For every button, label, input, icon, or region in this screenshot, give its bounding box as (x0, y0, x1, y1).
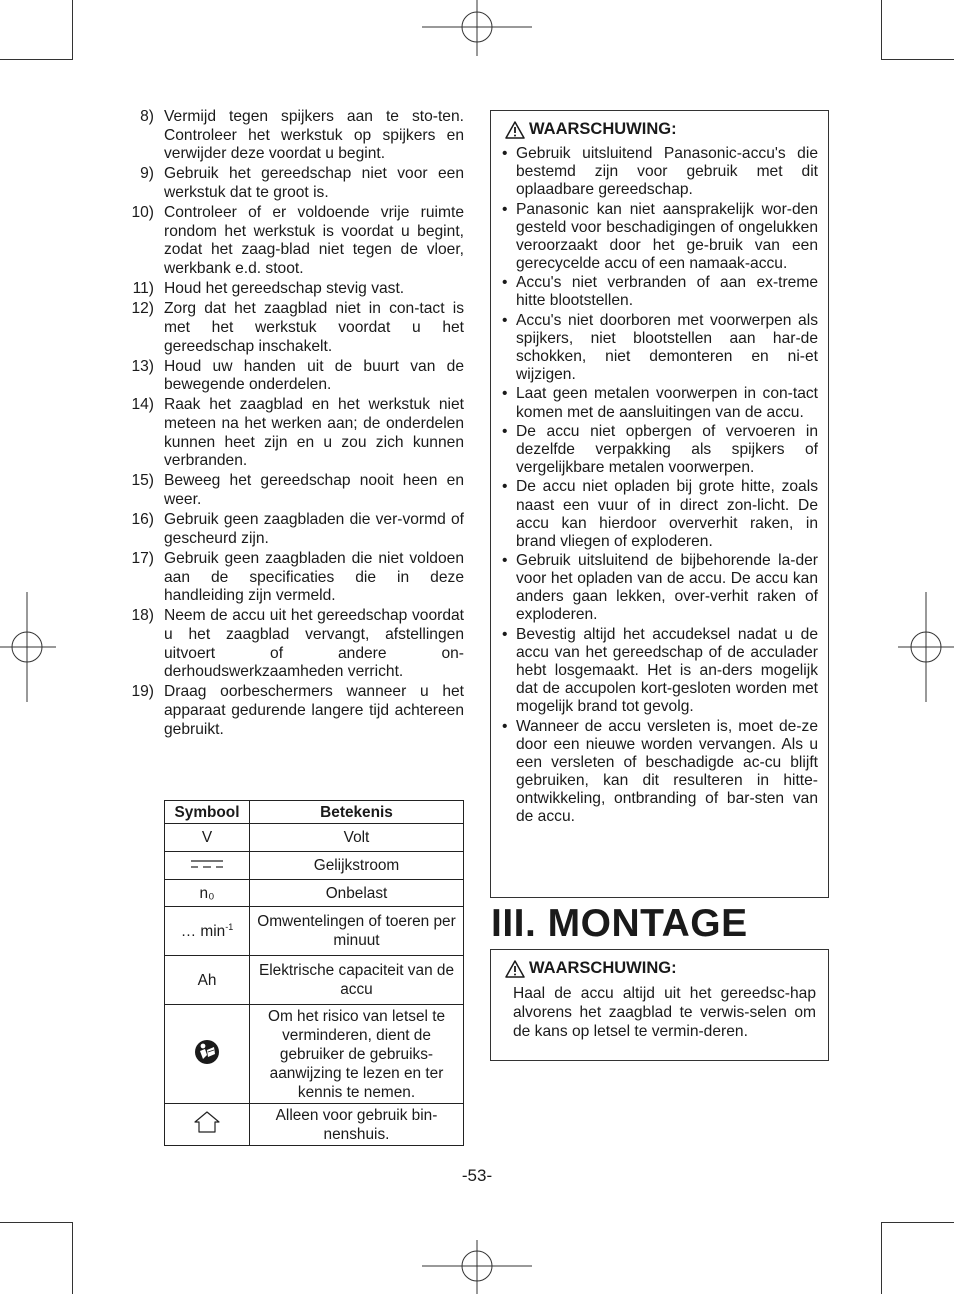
symbol-table (164, 800, 464, 1146)
meaning-cell: Om het risico van letsel te verminderen, dient de gebruiker de gebruiks-aanwijzing te lezen en ter kennis te nemen. (250, 1005, 464, 1104)
meaning-cell: Omwentelingen of toeren per minuut (250, 907, 464, 956)
registration-mark-right (898, 592, 954, 702)
symbol-cell (165, 852, 250, 880)
list-item: • Gebruik uitsluitend de bijbehorende la-der voor het opladen van de accu. De accu kan anders gaan lekken, over-verhit raken of exploderen. (502, 552, 818, 624)
list-item: • Wanneer de accu versleten is, moet de-ze door een nieuwe worden vervangen. Als u een versleten of beschadigde ac-cu blijft gebruiken, kan dit resulteren in hitte-ontwikkeling, ontbranding of bar-sten van de accu. (502, 717, 818, 826)
crop-mark (881, 0, 882, 60)
page-number: -53- (461, 1166, 493, 1185)
crop-mark (881, 1222, 954, 1223)
crop-mark (72, 0, 73, 60)
column-header-meaning: Betekenis (250, 801, 464, 824)
list-item: • De accu niet opladen bij grote hitte, zoals naast een vuur of in direct zon-licht. De accu kan hierdoor oververhit raken, in brand vliegen of exploderen. (502, 478, 818, 550)
list-item: 14) Raak het zaagblad en het werkstuk niet meteen na het werken aan; de onderdelen kunnen heet zijn en u zou zich kunnen verbranden. (131, 396, 464, 470)
table-row (165, 880, 464, 907)
warning-triangle-icon (505, 121, 525, 139)
table-header-row (165, 801, 464, 824)
registration-mark-bottom (422, 1240, 532, 1294)
warning-box-battery (490, 110, 829, 898)
table-row (165, 824, 464, 852)
warning-triangle-icon (505, 960, 525, 978)
indoor-use-house-icon (193, 1110, 221, 1134)
symbol-cell: V (165, 824, 250, 852)
list-item: • Laat geen metalen voorwerpen in con-tact komen met de aansluitingen van de accu. (502, 385, 818, 421)
list-item: • Bevestig altijd het accudeksel nadat u de accu van het gereedschap of de acculader hebt losgemaakt. Het is an-ders mogelijk dat de accupolen kort-gesloten worden met mogelijk brand tot gevolg. (502, 625, 818, 716)
list-item: 17) Gebruik geen zaagbladen die niet voldoen aan de specificaties die in deze handleiding zijn vermeld. (131, 550, 464, 605)
crop-mark (72, 1222, 73, 1294)
list-item: 15) Beweeg het gereedschap nooit heen en weer. (131, 472, 464, 509)
warning-heading: WAARSCHUWING: (505, 959, 828, 978)
warning-bullet-list (502, 145, 818, 826)
list-item: • Panasonic kan niet aansprakelijk wor-den gesteld voor beschadigingen of ongelukken veroorzaakt door het ge-bruik van een gerecycelde accu of een namaak-accu. (502, 200, 818, 272)
list-item: 11) Houd het gereedschap stevig vast. (132, 280, 405, 298)
table-row (165, 1104, 464, 1146)
list-item: • De accu niet opbergen of vervoeren in dezelfde verpakking als spijkers of vergelijkbare metalen voorwerpen. (502, 422, 818, 477)
warning-text: Haal de accu altijd uit het gereedsc-hap alvorens het zaagblad te verwis-selen om de kans op letsel te vermin-deren. (513, 985, 816, 1040)
crop-mark (0, 59, 72, 60)
crop-mark (881, 1222, 882, 1294)
list-item: • Accu's niet verbranden of aan ex-treme hitte blootstellen. (502, 274, 818, 310)
symbol-cell: n₀ (165, 880, 250, 907)
warning-heading: WAARSCHUWING: (505, 120, 828, 139)
list-item: 8) Vermijd tegen spijkers aan te sto-ten. Controleer het werkstuk op spijkers en verwijder deze voordat u begint. (140, 108, 464, 163)
list-item: 16) Gebruik geen zaagbladen die ver-vormd of gescheurd zijn. (131, 511, 464, 547)
symbol-cell: … $\min^{-1}$ (165, 907, 250, 956)
list-item: 19) Draag oorbeschermers wanneer u het apparaat gedurende langere tijd achtereen gebruikt. (131, 683, 464, 738)
meaning-cell: Elektrische capaciteit van de accu (250, 956, 464, 1005)
meaning-cell: Gelijkstroom (250, 852, 464, 880)
registration-mark-top (422, 0, 532, 56)
table-row (165, 1005, 464, 1104)
meaning-cell: Alleen voor gebruik bin-nenshuis. (250, 1104, 464, 1146)
safety-instructions-list (120, 108, 464, 741)
list-item: 10) Controleer of er voldoende vrije ruimte rondom het werkstuk is voordat u begint, zodat het zaag-blad niet tegen de vloer, werkbank e.d. stoot. (131, 204, 464, 277)
table-row (165, 956, 464, 1005)
crop-mark (881, 59, 954, 60)
list-item: 13) Houd uw handen uit de buurt van de bewegende onderdelen. (131, 357, 464, 394)
list-item: 12) Zorg dat het zaagblad niet in con-tact is met het werkstuk voordat u het gereedschap inschakelt. (131, 300, 464, 355)
warning-box-assembly (490, 949, 829, 1061)
direct-current-icon (190, 858, 224, 870)
column-header-symbol: Symbool (165, 801, 250, 824)
registration-mark-left (0, 592, 56, 702)
symbol-cell (165, 1104, 250, 1146)
list-item: • Accu's niet doorboren met voorwerpen als spijkers, niet blootstellen aan har-de schokken, niet demonteren en ni-et wijzigen. (502, 311, 818, 384)
symbol-cell (165, 1005, 250, 1104)
read-manual-icon (194, 1039, 220, 1065)
meaning-cell: Volt (250, 824, 464, 852)
crop-mark (0, 1222, 72, 1223)
meaning-cell: Onbelast (250, 880, 464, 907)
table-row (165, 852, 464, 880)
list-item: 18) Neem de accu uit het gereedschap voordat u het zaagblad vervangt, afstellingen uitvoert of andere on-derhoudswerkzaamheden verricht. (131, 607, 464, 681)
list-item: • Gebruik uitsluitend Panasonic-accu's die bestemd zijn voor gebruik met dit oplaadbare gereedschap. (502, 145, 818, 199)
section-title: III. MONTAGE (491, 902, 748, 945)
table-row (165, 907, 464, 956)
symbol-cell: Ah (165, 956, 250, 1005)
list-item: 9) Gebruik het gereedschap niet voor een werkstuk dat te groot is. (140, 165, 464, 201)
